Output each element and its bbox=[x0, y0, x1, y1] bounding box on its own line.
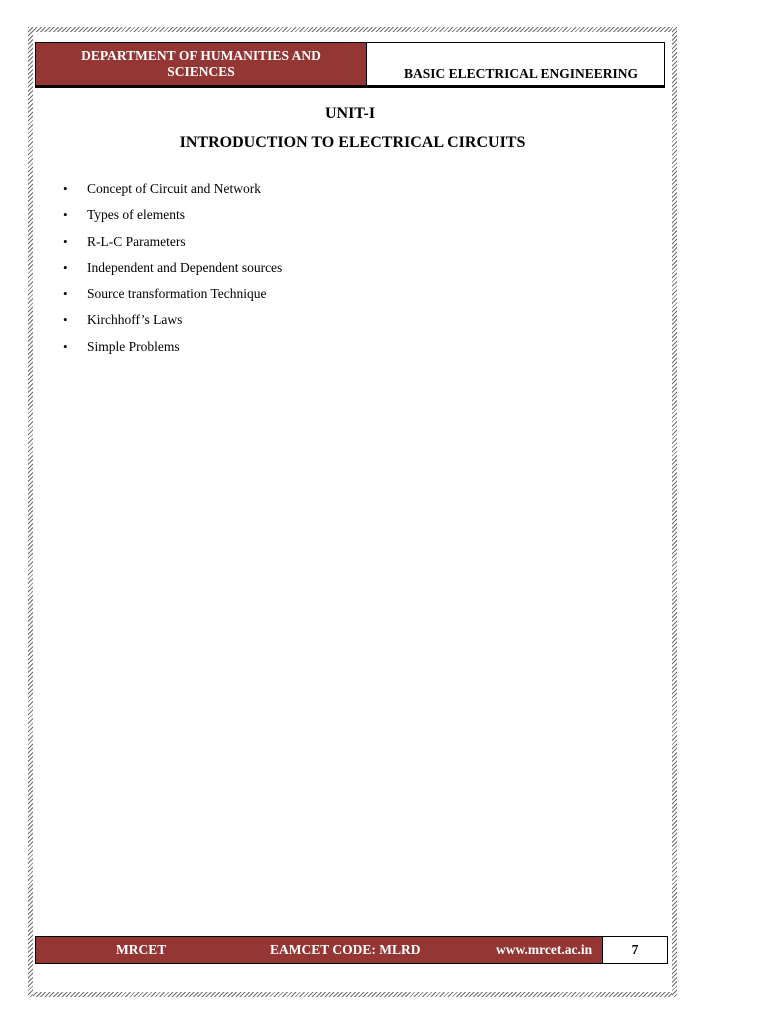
footer-college: MRCET bbox=[116, 942, 167, 957]
topic-item bbox=[61, 312, 282, 338]
bullet-icon: • bbox=[63, 286, 68, 302]
topic-item bbox=[61, 286, 282, 312]
chapter-title: INTRODUCTION TO ELECTRICAL CIRCUITS bbox=[179, 134, 526, 151]
bullet-icon: • bbox=[63, 207, 68, 223]
topic-item bbox=[61, 260, 282, 286]
subject-label: BASIC ELECTRICAL ENGINEERING bbox=[366, 43, 664, 85]
page-border-top bbox=[28, 27, 677, 32]
page-number: 7 bbox=[603, 936, 668, 964]
topic-list bbox=[61, 181, 282, 365]
page-footer bbox=[35, 936, 668, 964]
topic-label: Simple Problems bbox=[87, 338, 180, 354]
header-rule bbox=[35, 86, 665, 88]
bullet-icon: • bbox=[63, 338, 68, 354]
footer-website: www.mrcet.ac.in bbox=[496, 942, 593, 957]
unit-title: UNIT-I bbox=[324, 105, 376, 122]
topic-label: Independent and Dependent sources bbox=[87, 259, 283, 275]
page-header bbox=[35, 42, 665, 86]
topic-label: Source transformation Technique bbox=[87, 286, 267, 302]
bullet-icon: • bbox=[63, 181, 68, 196]
page-border-bottom bbox=[28, 992, 677, 997]
topic-item bbox=[61, 207, 282, 233]
department-label: DEPARTMENT OF HUMANITIES AND SCIENCES bbox=[36, 43, 366, 85]
topic-label: R-L-C Parameters bbox=[87, 233, 186, 249]
bullet-icon: • bbox=[63, 312, 68, 328]
page-border-right bbox=[672, 27, 677, 997]
topic-item bbox=[61, 234, 282, 260]
topic-label: Types of elements bbox=[87, 207, 186, 223]
page-border-left bbox=[28, 27, 33, 997]
bullet-icon: • bbox=[63, 233, 68, 249]
bullet-icon: • bbox=[63, 259, 68, 275]
topic-label: Kirchhoff’s Laws bbox=[87, 312, 183, 328]
topic-item bbox=[61, 181, 282, 207]
topic-label: Concept of Circuit and Network bbox=[87, 181, 261, 196]
footer-bar bbox=[35, 936, 603, 964]
topic-item bbox=[61, 339, 282, 365]
footer-eamcet-code: EAMCET CODE: MLRD bbox=[270, 942, 421, 957]
